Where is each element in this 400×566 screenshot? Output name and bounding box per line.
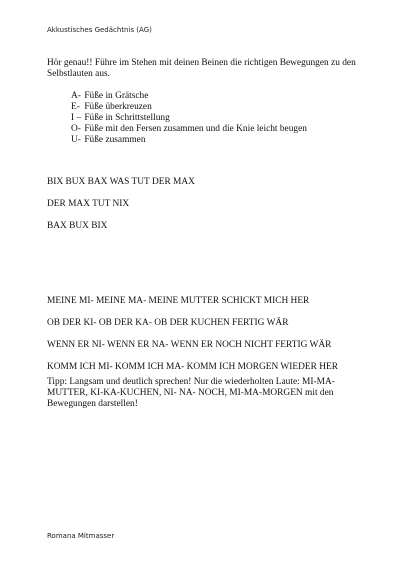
verse2-line: KOMM ICH MI- KOMM ICH MA- KOMM ICH MORGEN WIEDER HER xyxy=(47,362,338,372)
rule-code: O- xyxy=(71,124,81,134)
verse2-line: MEINE MI- MEINE MA- MEINE MUTTER SCHICKT MICH HER xyxy=(47,296,310,306)
verse1-line: BIX BUX BAX WAS TUT DER MAX xyxy=(47,177,195,187)
rule-item-e xyxy=(71,102,307,113)
rule-item-a xyxy=(71,91,307,102)
page-footer: Romana Mitmasser xyxy=(47,532,115,540)
vowel-movement-list xyxy=(71,91,307,146)
rule-code: I – xyxy=(71,113,82,123)
rule-item-o xyxy=(71,124,307,135)
tip-text: Tipp: Langsam und deutlich sprechen! Nur die wiederholten Laute: MI-MA-MUTTER, KI-KA-KUCHEN, NI- NA- NOCH, MI-MA-MORGEN mit den Bewegungen darstellen! xyxy=(47,377,335,409)
rule-item-i xyxy=(71,113,307,124)
page-header: Akkustisches Gedächtnis (AG) xyxy=(47,26,152,34)
rule-code: A- xyxy=(71,91,81,101)
rule-text: Füße in Grätsche xyxy=(84,91,149,101)
instruction-text: Hör genau!! Führe im Stehen mit deinen Beinen die richtigen Bewegungen zu den Selbstlauten aus. xyxy=(47,58,356,79)
rule-code: E- xyxy=(71,102,80,112)
verse2-line: OB DER KI- OB DER KA- OB DER KUCHEN FERTIG WÄR xyxy=(47,318,289,328)
verse2-line: WENN ER NI- WENN ER NA- WENN ER NOCH NICHT FERTIG WÄR xyxy=(47,340,332,350)
rule-code: U- xyxy=(71,135,81,145)
verse1-line: BAX BUX BIX xyxy=(47,221,108,231)
verse1-line: DER MAX TUT NIX xyxy=(47,199,130,209)
rule-text: Füße mit den Fersen zusammen und die Knie leicht beugen xyxy=(84,124,307,134)
rule-text: Füße überkreuzen xyxy=(84,102,152,112)
rule-text: Füße in Schrittstellung xyxy=(84,113,170,123)
rule-text: Füße zusammen xyxy=(84,135,146,145)
rule-item-u xyxy=(71,135,307,146)
